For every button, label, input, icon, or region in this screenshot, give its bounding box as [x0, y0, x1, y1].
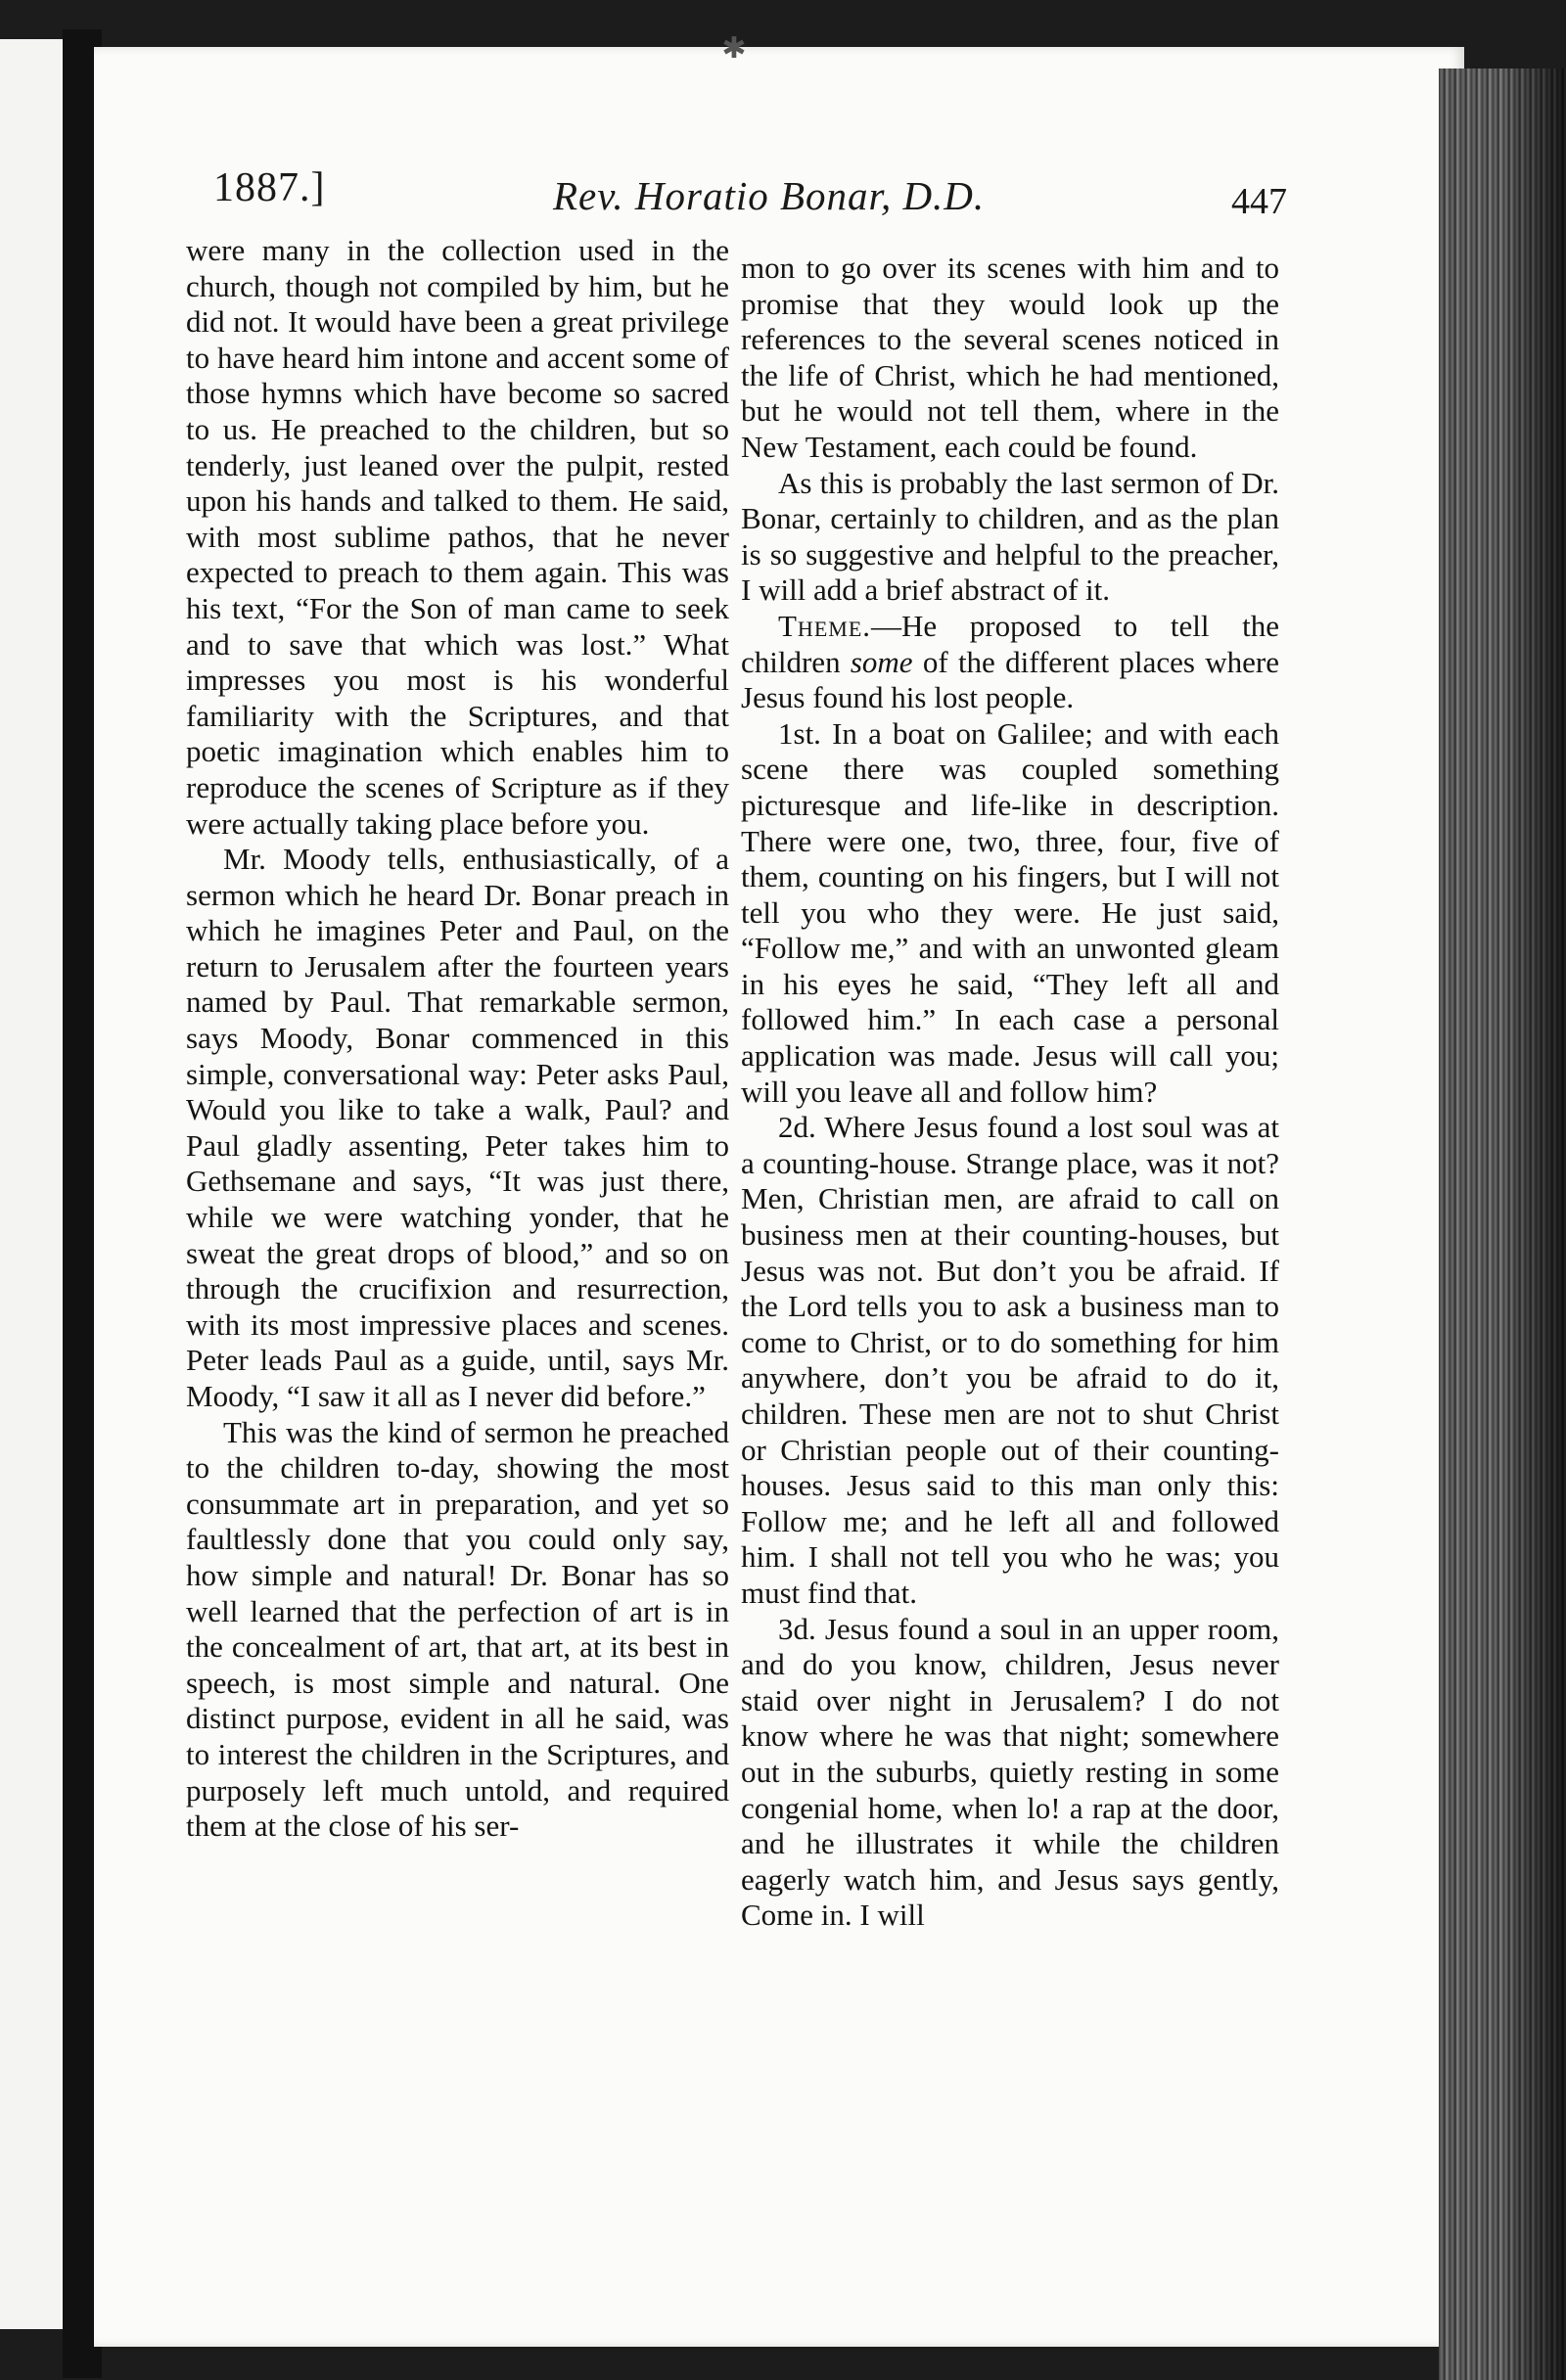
- theme-text: —He proposed to tell the children: [741, 608, 1279, 679]
- right-text-column: [741, 251, 1279, 1934]
- paragraph: were many in the collection used in the church, though not compiled by him, but he did not. It would have been a great privilege to have heard him intone and accent some of those hymns which have become so sacred to us. He preached to the children, but so tenderly, just leaned over the pulpit, rested upon his hands and talked to them. He said, with most sublime pathos, that he never expected to preach to them again. This was his text, “For the Son of man came to seek and to save that which was lost.” What impresses you most is his wonderful familiarity with the Scriptures, and that poetic imagination which enables him to reproduce the scenes of Scripture as if they were actually taking place before you.: [186, 233, 729, 841]
- theme-text-end: of the different places where Jesus found his lost people.: [741, 644, 1279, 715]
- left-text-column: [186, 233, 729, 1845]
- facing-page-edge: [0, 39, 63, 2329]
- paragraph: 3d. Jesus found a soul in an upper room, and do you know, children, Jesus never staid over night in Jerusalem? I do not know where he was that night; somewhere out in the suburbs, quietly resting in some congenial home, when lo! a rap at the door, and he illustrates it while the children eagerly watch him, and Jesus says gently, Come in. I will: [741, 1611, 1279, 1933]
- paragraph: Mr. Moody tells, enthusiastically, of a sermon which he heard Dr. Bonar preach in which he imagines Peter and Paul, on the return to Jerusalem after the fourteen years named by Paul. That remarkable sermon, says Moody, Bonar commenced in this simple, conversational way: Peter asks Paul, Would you like to take a walk, Paul? and Paul gladly assenting, Peter takes him to Gethsemane and says, “It was just there, while we were watching yonder, that he sweat the great drops of blood,” and so on through the crucifixion and resurrection, with its most impressive places and scenes. Peter leads Paul as a guide, until, says Mr. Moody, “I saw it all as I never did before.”: [186, 842, 729, 1413]
- paragraph: mon to go over its scenes with him and to promise that they would look up the references to the several scenes noticed in the life of Christ, which he had mentioned, but he would not tell them, where in the New Testament, each could be found.: [741, 251, 1279, 464]
- paragraph: As this is probably the last sermon of Dr. Bonar, certainly to children, and as the plan is so suggestive and helpful to the preacher, I will add a brief abstract of it.: [741, 465, 1279, 608]
- theme-lead: Theme.: [778, 608, 872, 643]
- paragraph-theme: [741, 609, 1279, 716]
- running-header-year: 1887.]: [213, 165, 326, 210]
- page-stack-shadow: [1507, 69, 1566, 2380]
- theme-emphasis: some: [850, 644, 913, 679]
- paragraph: 1st. In a boat on Galilee; and with each scene there was coupled something picturesque and life-like in description. There were one, two, three, four, five of them, counting on his fingers, but I will not tell you who they were. He just said, “Follow me,” and with an unwonted gleam in his eyes he said, “They left all and followed him.” In each case a personal application was made. Jesus will call you; will you leave all and follow him?: [741, 715, 1279, 1109]
- paragraph: 2d. Where Jesus found a lost soul was at a counting-house. Strange place, was it not? Men, Christian men, are afraid to call on business men at their counting-houses, but Jesus was not. But don’t you be afraid. If the Lord tells you to ask a business man to come to Christ, or to do something for him anywhere, don’t you be afraid to do it, children. These men are not to shut Christ or Christian people out of their counting-houses. Jesus said to this man only this: Follow me; and he left all and followed him. I shall not tell you who he was; you must find that.: [741, 1110, 1279, 1610]
- paragraph: This was the kind of sermon he preached to the children to-day, showing the most consummate art in preparation, and yet so faultlessly done that you could only say, how simple and natural! Dr. Bonar has so well learned that the perfection of art is in the concealment of art, that art, at its best in speech, is most simple and natural. One distinct purpose, evident in all he said, was to interest the children in the Scriptures, and purposely left much untold, and required them at the close of his ser-: [186, 1414, 729, 1844]
- ink-blot-mark: ✱: [721, 32, 747, 65]
- running-header-title: Rev. Horatio Bonar, D.D.: [553, 173, 986, 218]
- page-number: 447: [1231, 181, 1287, 222]
